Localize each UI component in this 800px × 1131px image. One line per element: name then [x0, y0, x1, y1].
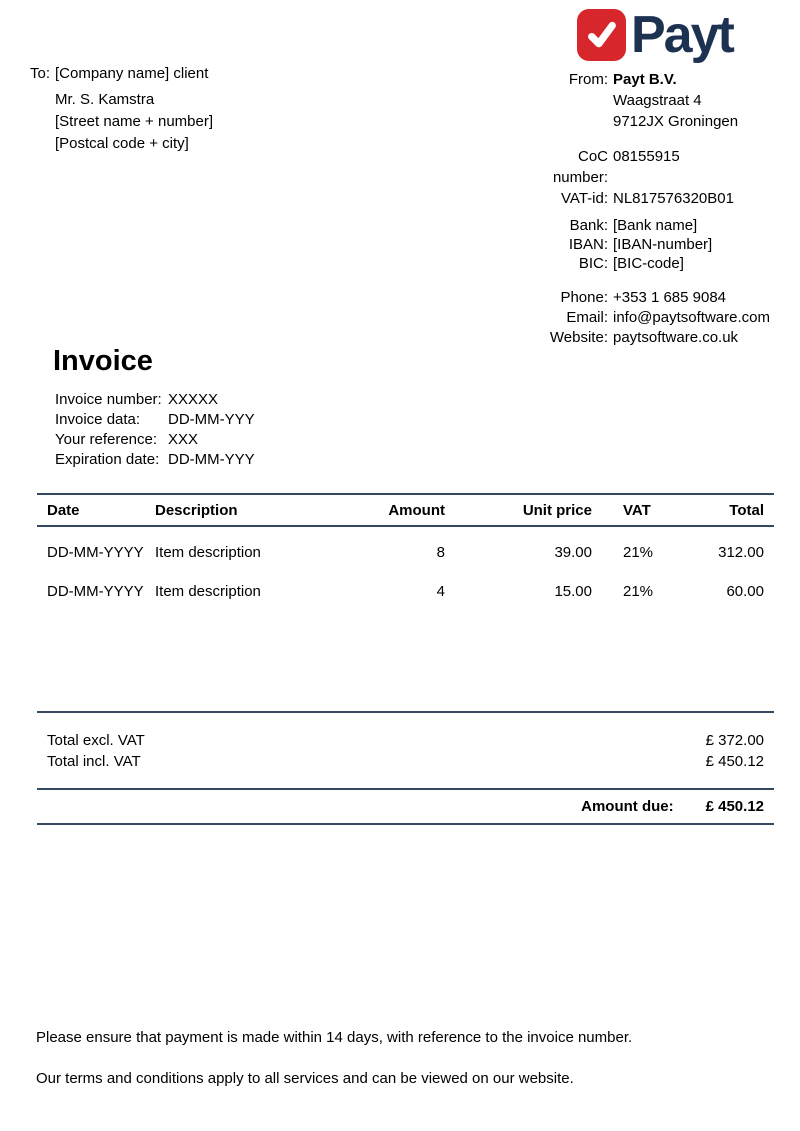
sender-address-group: [520, 69, 770, 132]
recipient-to-label: To:: [30, 65, 51, 82]
total-excl-vat-value: £ 372.00: [705, 732, 764, 749]
item-unit-price: 15.00: [554, 583, 592, 600]
bank-name: [Bank name]: [613, 217, 698, 234]
item-description: Item description: [155, 583, 261, 600]
table-row: [37, 533, 774, 572]
invoice-meta: [55, 390, 255, 470]
expiration-date-value: DD-MM-YYY: [168, 451, 255, 468]
col-header-amount: Amount: [388, 501, 445, 519]
amount-due-value: £ 450.12: [705, 798, 764, 815]
sender-block: [520, 69, 770, 362]
item-amount: 4: [436, 583, 445, 600]
reference-value: XXX: [168, 431, 199, 448]
recipient-contact: Mr. S. Kamstra: [55, 91, 155, 108]
email-address: info@paytsoftware.com: [613, 309, 770, 326]
col-header-total: Total: [729, 501, 764, 519]
invoice-number-label: Invoice number:: [55, 391, 162, 408]
recipient-company: [Company name] client: [55, 65, 209, 82]
terms-conditions-note: Our terms and conditions apply to all services and can be viewed on our website.: [36, 1070, 574, 1087]
sender-bank-group: [520, 216, 770, 273]
subtotals: [37, 711, 774, 788]
recipient-street: [Street name + number]: [55, 113, 213, 130]
bank-label: Bank:: [569, 217, 608, 234]
coc-label: CoC number:: [552, 148, 608, 186]
bic-label: BIC:: [578, 255, 608, 272]
col-header-description: Description: [155, 501, 238, 519]
invoice-date-label: Invoice data:: [55, 411, 141, 428]
amount-due-label: Amount due:: [581, 798, 674, 815]
coc-number: 08155915: [613, 148, 680, 165]
brand-name: Payt: [631, 6, 733, 64]
item-vat: 21%: [623, 583, 654, 600]
sender-registration-group: [520, 146, 770, 209]
website-label: Website:: [549, 329, 608, 346]
sender-city: 9712JX Groningen: [613, 113, 739, 130]
recipient-block: [30, 63, 213, 155]
item-date: DD-MM-YYYY: [47, 583, 144, 600]
reference-label: Your reference:: [55, 431, 158, 448]
sender-street: Waagstraat 4: [613, 92, 702, 109]
phone-number: +353 1 685 9084: [613, 289, 727, 306]
recipient-postal: [Postcal code + city]: [55, 135, 189, 152]
col-header-date: Date: [47, 501, 80, 519]
expiration-date-label: Expiration date:: [55, 451, 160, 468]
item-amount: 8: [436, 544, 445, 561]
item-total: 312.00: [718, 544, 764, 561]
bic-code: [BIC-code]: [613, 255, 684, 272]
recipient-address: [55, 63, 213, 155]
totals-section: [37, 711, 774, 825]
item-vat: 21%: [623, 544, 654, 561]
website-url: paytsoftware.co.uk: [613, 329, 739, 346]
amount-due-row: [37, 788, 774, 825]
item-date: DD-MM-YYYY: [47, 544, 144, 561]
item-total: 60.00: [726, 583, 764, 600]
invoice-date-value: DD-MM-YYY: [168, 411, 255, 428]
footer-notes: [36, 1030, 632, 1087]
total-incl-vat-value: £ 450.12: [705, 753, 764, 770]
col-header-vat: VAT: [623, 501, 651, 519]
sender-from-label: From:: [568, 71, 608, 88]
sender-name: Payt B.V.: [613, 71, 677, 88]
email-label: Email:: [566, 309, 608, 326]
item-description: Item description: [155, 544, 261, 561]
sender-contact-group: [520, 288, 770, 348]
total-incl-vat-label: Total incl. VAT: [47, 753, 141, 770]
brand-logo: [577, 6, 733, 64]
phone-label: Phone:: [560, 289, 608, 306]
item-unit-price: 39.00: [554, 544, 592, 561]
vat-id-label: VAT-id:: [561, 190, 608, 207]
invoice-number-value: XXXXX: [168, 391, 219, 408]
col-header-unit-price: Unit price: [522, 501, 592, 519]
total-excl-vat-label: Total excl. VAT: [47, 732, 145, 749]
payment-terms-note: Please ensure that payment is made within 14 days, with reference to the invoice number.: [36, 1029, 633, 1046]
table-row: [37, 572, 774, 611]
page-title: Invoice: [53, 345, 153, 377]
iban-number: [IBAN-number]: [613, 236, 713, 253]
iban-label: IBAN:: [568, 236, 608, 253]
checkmark-icon: [577, 9, 626, 61]
items-table: [37, 493, 774, 611]
table-header-row: [37, 493, 774, 527]
vat-id: NL817576320B01: [613, 190, 734, 207]
